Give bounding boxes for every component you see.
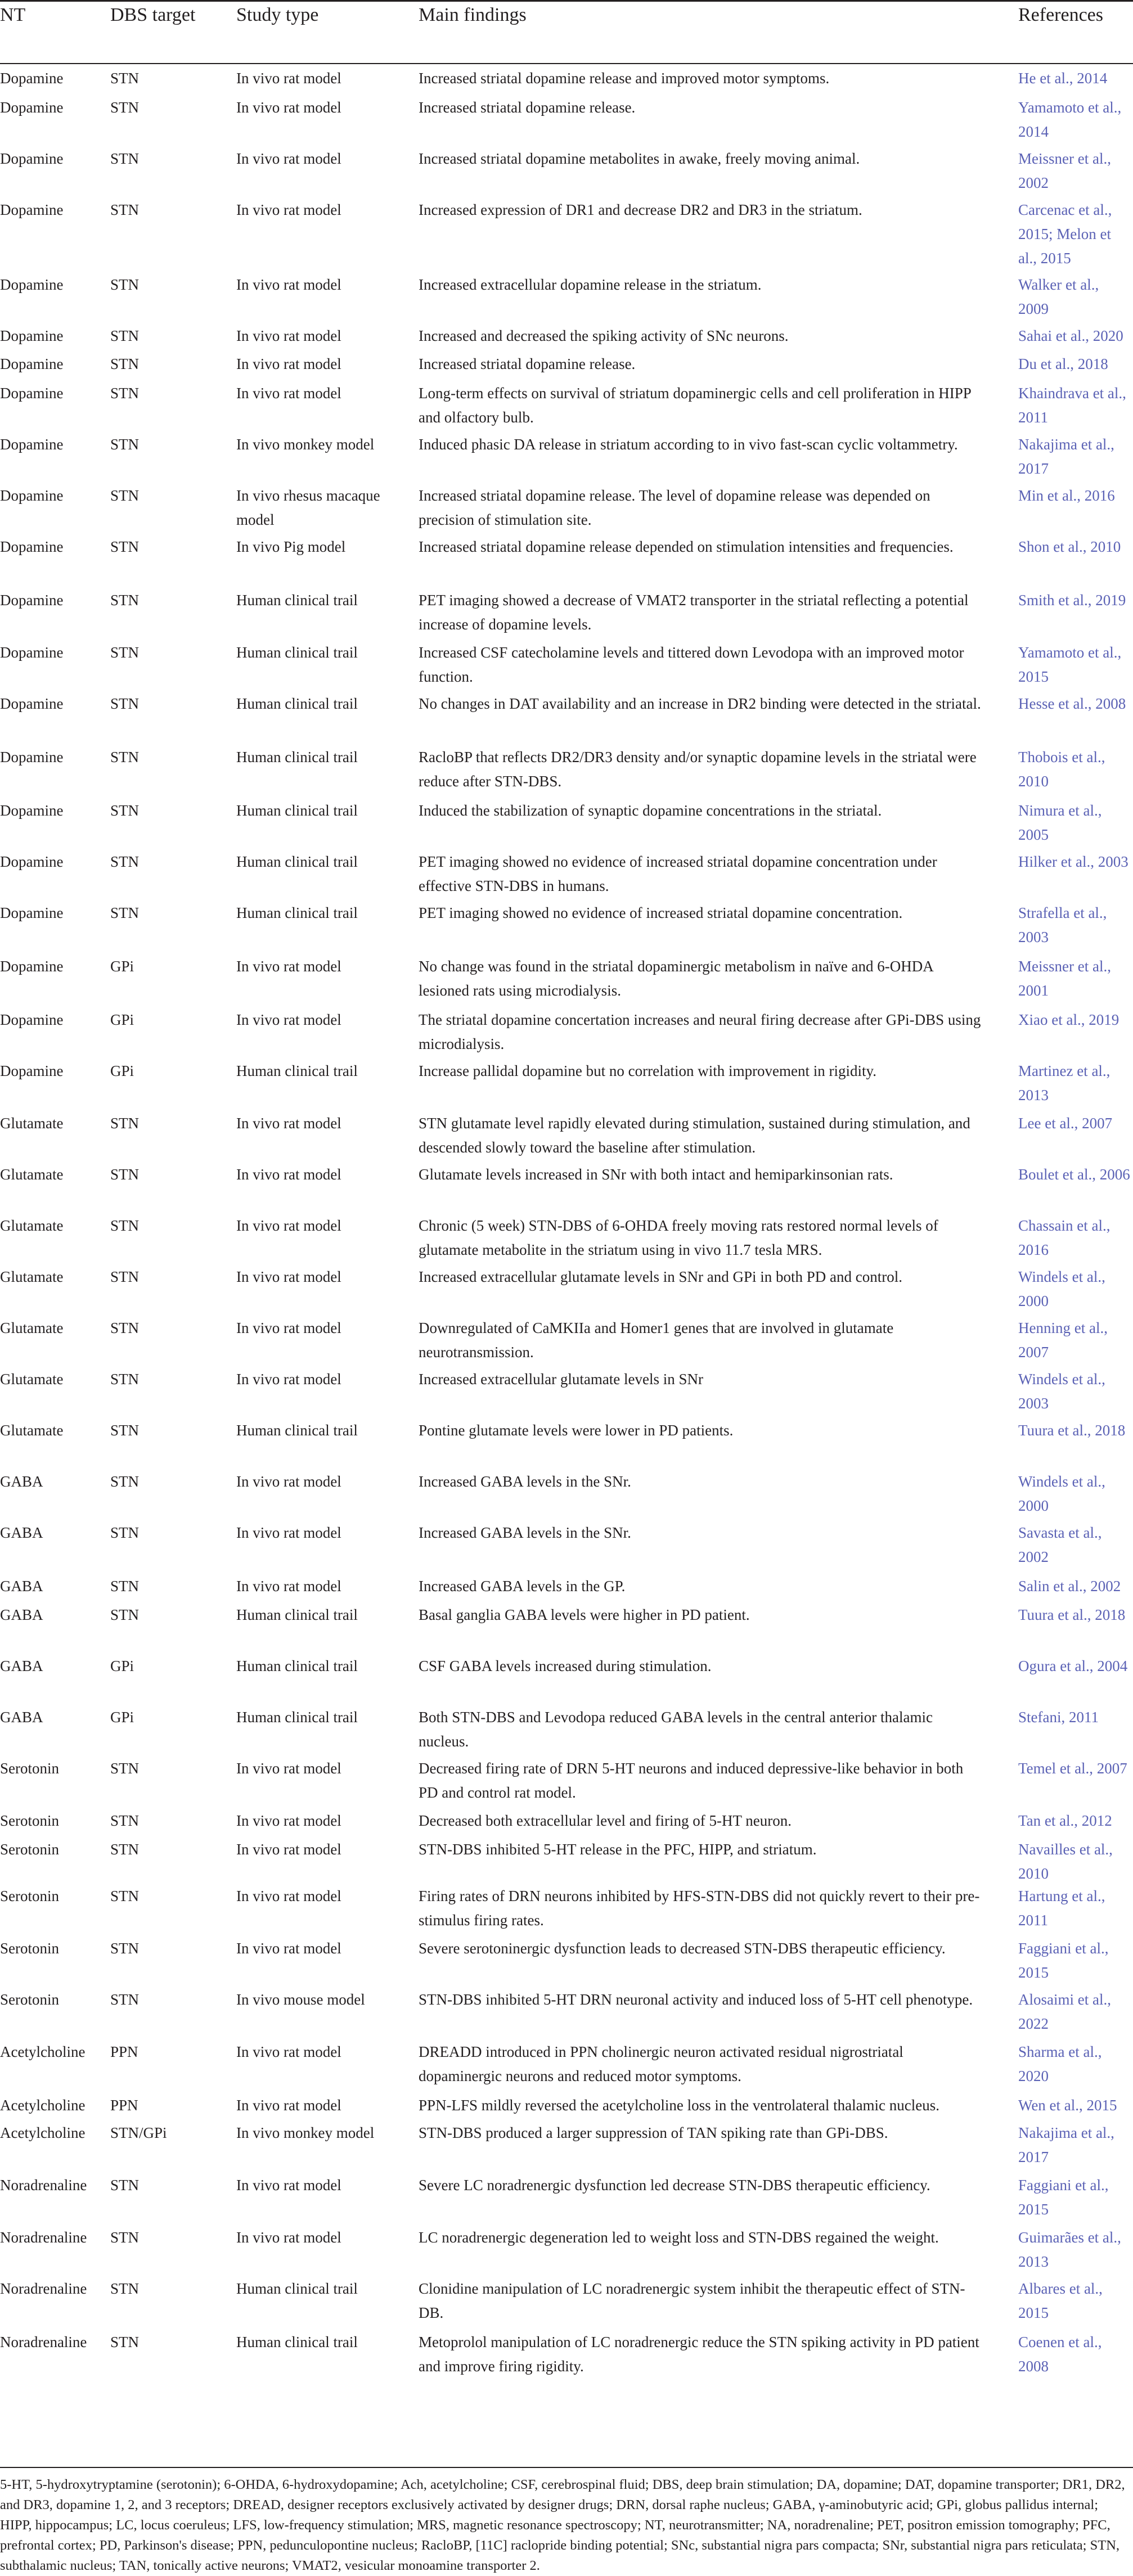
dbs-target-cell: STN: [110, 70, 140, 87]
nt-cell: Noradrenaline: [0, 2177, 87, 2194]
reference-link[interactable]: Carcenac et al., 2015; Melon et al., 2015: [1018, 201, 1112, 267]
main-findings-cell: Increased striatal dopamine release.: [419, 355, 636, 372]
main-findings-cell: Increased striatal dopamine metabolites in awake, freely moving animal.: [419, 150, 860, 167]
study-type-cell: In vivo rhesus macaque model: [236, 487, 380, 528]
reference-link[interactable]: Albares et al., 2015: [1018, 2280, 1103, 2321]
main-findings-cell: PPN-LFS mildly reversed the acetylcholine loss in the ventrolateral thalamic nucleus.: [419, 2097, 940, 2114]
dbs-target-cell: STN: [110, 695, 140, 712]
table-footnote: 5-HT, 5-hydroxytryptamine (serotonin); 6-OHDA, 6-hydroxydopamine; Ach, acetylcholine; CSF, cerebrospinal fluid; DBS, deep brain stimulation; DA, dopamine; DAT, dopamine transporter; DR1, DR2, and DR3, dopamine 1, 2, and 3 receptors; DREAD, designer receptors exclusively activated by designer drugs; DRN, dorsal raphe nucleus; GABA, γ-aminobutyric acid; GPi, globus pallidus internal; HIPP, hippocampus; LC, locus coeruleus; LFS, low-frequency stimulation; MRS, magnetic resonance spectroscopy; NT, neurotransmitter; NA, noradrenaline; PET, positron emission tomography; PFC, prefrontal cortex; PD, Parkinson's disease; PPN, pedunculopontine nucleus; RacloBP, [11C] raclopride binding potential; SNc, substantial nigra pars compacta; SNr, substantial nigra pars reticulata; STN, subthalamic nucleus; TAN, tonically active neurons; VMAT2, vesicular monoamine transporter 2.: [0, 2477, 1125, 2573]
dbs-target-cell: STN: [110, 1578, 140, 1595]
nt-cell: Dopamine: [0, 1062, 64, 1079]
reference-link[interactable]: Tuura et al., 2018: [1018, 1606, 1126, 1623]
reference-link[interactable]: Coenen et al., 2008: [1018, 2334, 1102, 2375]
dbs-target-cell: STN: [110, 1473, 140, 1490]
nt-cell: Serotonin: [0, 1760, 59, 1777]
study-type-cell: In vivo rat model: [236, 1760, 341, 1777]
main-findings-cell: Increased GABA levels in the GP.: [419, 1578, 626, 1595]
dbs-target-cell: STN: [110, 1166, 140, 1183]
main-findings-cell: Decreased firing rate of DRN 5-HT neurons and induced depressive-like behavior in both PD and control rat model.: [419, 1760, 964, 1801]
study-type-cell: In vivo rat model: [236, 327, 341, 344]
main-findings-cell: Increased striatal dopamine release and improved motor symptoms.: [419, 70, 830, 87]
nt-cell: Glutamate: [0, 1268, 64, 1285]
dbs-target-cell: STN: [110, 150, 140, 167]
dbs-target-cell: STN: [110, 487, 140, 504]
column-header-study-type: Study type: [236, 4, 319, 25]
nt-cell: Dopamine: [0, 355, 64, 372]
nt-cell: Dopamine: [0, 592, 64, 609]
main-findings-cell: Induced phasic DA release in striatum according to in vivo fast-scan cyclic voltammetry.: [419, 436, 958, 453]
study-type-cell: Human clinical trail: [236, 1709, 358, 1726]
main-findings-cell: Decreased both extracellular level and firing of 5-HT neuron.: [419, 1812, 792, 1829]
reference-link[interactable]: Chassain et al., 2016: [1018, 1217, 1110, 1258]
study-type-cell: In vivo rat model: [236, 150, 341, 167]
main-findings-cell: Increased CSF catecholamine levels and tittered down Levodopa with an improved motor function.: [419, 644, 964, 685]
study-type-cell: In vivo rat model: [236, 958, 341, 975]
dbs-target-cell: STN: [110, 802, 140, 819]
study-type-cell: In vivo rat model: [236, 2097, 341, 2114]
study-type-cell: In vivo rat model: [236, 385, 341, 402]
nt-cell: Glutamate: [0, 1371, 64, 1388]
main-findings-cell: LC noradrenergic degeneration led to weight loss and STN-DBS regained the weight.: [419, 2229, 939, 2246]
nt-cell: Acetylcholine: [0, 2043, 86, 2060]
main-findings-cell: PET imaging showed no evidence of increased striatal dopamine concentration under effective STN-DBS in humans.: [419, 853, 937, 894]
study-type-cell: In vivo rat model: [236, 1841, 341, 1858]
nt-cell: Serotonin: [0, 1940, 59, 1957]
dbs-target-cell: STN: [110, 2280, 140, 2297]
main-findings-cell: STN glutamate level rapidly elevated during stimulation, sustained during stimulation, and descended slowly toward the baseline after stimulation.: [419, 1115, 970, 1156]
reference-link[interactable]: Tuura et al., 2018: [1018, 1422, 1126, 1439]
main-findings-cell: RacloBP that reflects DR2/DR3 density and/or synaptic dopamine levels in the striatal were reduce after STN-DBS.: [419, 749, 977, 790]
study-type-cell: Human clinical trail: [236, 1062, 358, 1079]
study-type-cell: Human clinical trail: [236, 749, 358, 765]
nt-cell: GABA: [0, 1606, 43, 1623]
nt-cell: GABA: [0, 1658, 43, 1674]
nt-cell: Dopamine: [0, 201, 64, 218]
reference-link[interactable]: Tan et al., 2012: [1018, 1812, 1112, 1829]
dbs-target-cell: STN: [110, 2177, 140, 2194]
nt-cell: Glutamate: [0, 1319, 64, 1336]
main-findings-cell: PET imaging showed a decrease of VMAT2 transporter in the striatal reflecting a potential increase of dopamine levels.: [419, 592, 969, 633]
dbs-target-cell: STN: [110, 1268, 140, 1285]
reference-link[interactable]: Thobois et al., 2010: [1018, 749, 1105, 790]
nt-cell: GABA: [0, 1524, 43, 1541]
dbs-target-cell: STN: [110, 201, 140, 218]
dbs-target-cell: STN: [110, 1940, 140, 1957]
main-findings-cell: Chronic (5 week) STN-DBS of 6-OHDA freely moving rats restored normal levels of glutamate metabolite in the striatum using in vivo 11.7 tesla MRS.: [419, 1217, 938, 1258]
main-findings-cell: The striatal dopamine concertation increases and neural firing decrease after GPi-DBS using microdialysis.: [419, 1011, 981, 1052]
study-type-cell: In vivo rat model: [236, 1011, 341, 1028]
reference-link[interactable]: Yamamoto et al., 2015: [1018, 644, 1122, 685]
dbs-target-cell: STN: [110, 1760, 140, 1777]
nt-cell: Glutamate: [0, 1217, 64, 1234]
nt-cell: GABA: [0, 1578, 43, 1595]
main-findings-cell: Increased and decreased the spiking activity of SNc neurons.: [419, 327, 789, 344]
dbs-target-cell: STN: [110, 1606, 140, 1623]
nt-cell: Serotonin: [0, 1812, 59, 1829]
reference-link[interactable]: Windels et al., 2003: [1018, 1371, 1105, 1412]
study-type-cell: Human clinical trail: [236, 644, 358, 661]
nt-cell: Dopamine: [0, 749, 64, 765]
study-type-cell: In vivo rat model: [236, 70, 341, 87]
nt-cell: Glutamate: [0, 1166, 64, 1183]
main-findings-cell: CSF GABA levels increased during stimulation.: [419, 1658, 712, 1674]
dbs-target-cell: STN: [110, 1371, 140, 1388]
study-type-cell: In vivo monkey model: [236, 2124, 375, 2141]
study-type-cell: In vivo rat model: [236, 1268, 341, 1285]
nt-cell: Serotonin: [0, 1888, 59, 1904]
dbs-target-cell: STN/GPi: [110, 2124, 167, 2141]
study-type-cell: In vivo Pig model: [236, 538, 346, 555]
study-type-cell: In vivo rat model: [236, 1888, 341, 1904]
dbs-target-cell: GPi: [110, 1658, 134, 1674]
main-findings-cell: Increased striatal dopamine release. The level of dopamine release was depended on precision of stimulation site.: [419, 487, 930, 528]
dbs-target-cell: STN: [110, 2229, 140, 2246]
study-type-cell: In vivo rat model: [236, 1524, 341, 1541]
dbs-target-cell: STN: [110, 1422, 140, 1439]
study-type-cell: In vivo rat model: [236, 355, 341, 372]
dbs-target-cell: STN: [110, 1319, 140, 1336]
nt-cell: Dopamine: [0, 150, 64, 167]
nt-cell: Glutamate: [0, 1422, 64, 1439]
study-type-cell: In vivo rat model: [236, 1812, 341, 1829]
reference-link[interactable]: Boulet et al., 2006: [1018, 1166, 1130, 1183]
study-type-cell: In vivo rat model: [236, 1371, 341, 1388]
main-findings-cell: Firing rates of DRN neurons inhibited by HFS-STN-DBS did not quickly revert to their pre-stimulus firing rates.: [419, 1888, 980, 1929]
study-type-cell: Human clinical trail: [236, 1422, 358, 1439]
reference-link[interactable]: Sahai et al., 2020: [1018, 327, 1123, 344]
main-findings-cell: Increased expression of DR1 and decrease DR2 and DR3 in the striatum.: [419, 201, 862, 218]
study-type-cell: Human clinical trail: [236, 1606, 358, 1623]
dbs-target-cell: STN: [110, 1812, 140, 1829]
dbs-target-cell: STN: [110, 1217, 140, 1234]
dbs-target-cell: STN: [110, 276, 140, 293]
reference-link[interactable]: Nimura et al., 2005: [1018, 802, 1102, 843]
table-bottom-rule: [0, 2467, 1133, 2468]
main-findings-cell: DREADD introduced in PPN cholinergic neuron activated residual nigrostriatal dopaminergic neurons and reduced motor symptoms.: [419, 2043, 903, 2084]
reference-link[interactable]: Hartung et al., 2011: [1018, 1888, 1105, 1929]
reference-link[interactable]: Wen et al., 2015: [1018, 2097, 1117, 2114]
nt-cell: Noradrenaline: [0, 2334, 87, 2350]
dbs-target-cell: GPi: [110, 1709, 134, 1726]
reference-link[interactable]: Savasta et al., 2002: [1018, 1524, 1102, 1565]
nt-cell: GABA: [0, 1709, 43, 1726]
dbs-target-cell: STN: [110, 99, 140, 116]
nt-cell: Dopamine: [0, 276, 64, 293]
reference-link[interactable]: Martinez et al., 2013: [1018, 1062, 1110, 1104]
reference-link[interactable]: Nakajima et al., 2017: [1018, 436, 1114, 477]
header-bottom-rule: [0, 63, 1133, 64]
nt-cell: GABA: [0, 1473, 43, 1490]
main-findings-cell: Severe serotoninergic dysfunction leads to decreased STN-DBS therapeutic efficiency.: [419, 1940, 946, 1957]
dbs-target-cell: GPi: [110, 958, 134, 975]
dbs-target-cell: STN: [110, 1841, 140, 1858]
dbs-target-cell: STN: [110, 749, 140, 765]
main-findings-cell: STN-DBS inhibited 5-HT DRN neuronal activity and induced loss of 5-HT cell phenotype.: [419, 1991, 973, 2008]
nt-cell: Dopamine: [0, 538, 64, 555]
main-findings-cell: Increased extracellular glutamate levels in SNr: [419, 1371, 704, 1388]
nt-cell: Dopamine: [0, 1011, 64, 1028]
dbs-target-cell: PPN: [110, 2097, 138, 2114]
main-findings-cell: STN-DBS produced a larger suppression of TAN spiking rate than GPi-DBS.: [419, 2124, 888, 2141]
main-findings-cell: Severe LC noradrenergic dysfunction led decrease STN-DBS therapeutic efficiency.: [419, 2177, 930, 2194]
nt-cell: Noradrenaline: [0, 2229, 87, 2246]
dbs-target-cell: STN: [110, 327, 140, 344]
reference-link[interactable]: Meissner et al., 2001: [1018, 958, 1111, 999]
study-type-cell: In vivo rat model: [236, 1319, 341, 1336]
main-findings-cell: No change was found in the striatal dopaminergic metabolism in naïve and 6-OHDA lesioned rats using microdialysis.: [419, 958, 933, 999]
dbs-target-cell: STN: [110, 1991, 140, 2008]
dbs-target-cell: STN: [110, 592, 140, 609]
nt-cell: Dopamine: [0, 802, 64, 819]
main-findings-cell: Induced the stabilization of synaptic dopamine concentrations in the striatal.: [419, 802, 882, 819]
nt-cell: Dopamine: [0, 70, 64, 87]
reference-link[interactable]: Strafella et al., 2003: [1018, 904, 1107, 945]
reference-link[interactable]: Lee et al., 2007: [1018, 1115, 1113, 1132]
main-findings-cell: STN-DBS inhibited 5-HT release in the PFC, HIPP, and striatum.: [419, 1841, 817, 1858]
nt-cell: Dopamine: [0, 487, 64, 504]
study-type-cell: Human clinical trail: [236, 853, 358, 870]
study-type-cell: Human clinical trail: [236, 2280, 358, 2297]
reference-link[interactable]: Walker et al., 2009: [1018, 276, 1099, 317]
reference-link[interactable]: Min et al., 2016: [1018, 487, 1115, 504]
main-findings-cell: Glutamate levels increased in SNr with both intact and hemiparkinsonian rats.: [419, 1166, 893, 1183]
main-findings-cell: Increased extracellular glutamate levels in SNr and GPi in both PD and control.: [419, 1268, 903, 1285]
nt-cell: Dopamine: [0, 99, 64, 116]
dbs-target-cell: STN: [110, 1524, 140, 1541]
reference-link[interactable]: Hesse et al., 2008: [1018, 695, 1126, 712]
nt-cell: Dopamine: [0, 958, 64, 975]
reference-link[interactable]: Navailles et al., 2010: [1018, 1841, 1113, 1882]
reference-link[interactable]: Stefani, 2011: [1018, 1709, 1099, 1726]
main-findings-cell: Increased striatal dopamine release depended on stimulation intensities and frequencies.: [419, 538, 954, 555]
dbs-target-cell: STN: [110, 1888, 140, 1904]
reference-link[interactable]: He et al., 2014: [1018, 70, 1108, 87]
dbs-target-cell: GPi: [110, 1062, 134, 1079]
study-type-cell: In vivo rat model: [236, 1166, 341, 1183]
reference-link[interactable]: Windels et al., 2000: [1018, 1473, 1105, 1514]
study-type-cell: In vivo mouse model: [236, 1991, 365, 2008]
dbs-target-cell: GPi: [110, 1011, 134, 1028]
reference-link[interactable]: Sharma et al., 2020: [1018, 2043, 1102, 2084]
nt-cell: Dopamine: [0, 385, 64, 402]
reference-link[interactable]: Faggiani et al., 2015: [1018, 1940, 1109, 1981]
main-findings-cell: Increase pallidal dopamine but no correlation with improvement in rigidity.: [419, 1062, 877, 1079]
nt-cell: Dopamine: [0, 436, 64, 453]
dbs-target-cell: STN: [110, 355, 140, 372]
reference-link[interactable]: Meissner et al., 2002: [1018, 150, 1111, 191]
nt-cell: Acetylcholine: [0, 2097, 86, 2114]
dbs-target-cell: STN: [110, 436, 140, 453]
main-findings-cell: Increased extracellular dopamine release in the striatum.: [419, 276, 762, 293]
dbs-target-cell: STN: [110, 644, 140, 661]
reference-link[interactable]: Windels et al., 2000: [1018, 1268, 1105, 1309]
dbs-target-cell: STN: [110, 538, 140, 555]
reference-link[interactable]: Faggiani et al., 2015: [1018, 2177, 1109, 2218]
study-type-cell: In vivo rat model: [236, 1578, 341, 1595]
main-findings-cell: No changes in DAT availability and an increase in DR2 binding were detected in the striatal.: [419, 695, 981, 712]
study-type-cell: Human clinical trail: [236, 2334, 358, 2350]
dbs-target-cell: STN: [110, 385, 140, 402]
dbs-target-cell: STN: [110, 853, 140, 870]
main-findings-cell: Downregulated of CaMKIIa and Homer1 genes that are involved in glutamate neurotransmission.: [419, 1319, 894, 1361]
reference-link[interactable]: Yamamoto et al., 2014: [1018, 99, 1122, 140]
main-findings-cell: PET imaging showed no evidence of increased striatal dopamine concentration.: [419, 904, 903, 921]
study-type-cell: In vivo rat model: [236, 1217, 341, 1234]
reference-link[interactable]: Smith et al., 2019: [1018, 592, 1126, 609]
study-type-cell: In vivo rat model: [236, 1115, 341, 1132]
study-type-cell: Human clinical trail: [236, 592, 358, 609]
column-header-references: References: [1018, 4, 1104, 25]
reference-link[interactable]: Temel et al., 2007: [1018, 1760, 1127, 1777]
nt-cell: Dopamine: [0, 695, 64, 712]
reference-link[interactable]: Du et al., 2018: [1018, 355, 1108, 372]
main-findings-cell: Long-term effects on survival of striatum dopaminergic cells and cell proliferation in HIPP and olfactory bulb.: [419, 385, 971, 426]
column-header-main-findings: Main findings: [419, 4, 527, 25]
dbs-target-cell: PPN: [110, 2043, 138, 2060]
main-findings-cell: Metoprolol manipulation of LC noradrenergic reduce the STN spiking activity in PD patient and improve firing rigidity.: [419, 2334, 979, 2375]
dbs-target-cell: STN: [110, 904, 140, 921]
study-type-cell: In vivo rat model: [236, 2229, 341, 2246]
study-type-cell: In vivo rat model: [236, 2043, 341, 2060]
study-type-cell: In vivo rat model: [236, 2177, 341, 2194]
nt-cell: Dopamine: [0, 904, 64, 921]
main-findings-cell: Increased striatal dopamine release.: [419, 99, 636, 116]
main-findings-cell: Increased GABA levels in the SNr.: [419, 1524, 631, 1541]
study-type-cell: Human clinical trail: [236, 802, 358, 819]
nt-cell: Dopamine: [0, 327, 64, 344]
main-findings-cell: Increased GABA levels in the SNr.: [419, 1473, 631, 1490]
nt-cell: Serotonin: [0, 1841, 59, 1858]
study-type-cell: Human clinical trail: [236, 695, 358, 712]
reference-link[interactable]: Salin et al., 2002: [1018, 1578, 1121, 1595]
main-findings-cell: Basal ganglia GABA levels were higher in PD patient.: [419, 1606, 750, 1623]
dbs-target-cell: STN: [110, 1115, 140, 1132]
reference-link[interactable]: Hilker et al., 2003: [1018, 853, 1128, 870]
reference-link[interactable]: Shon et al., 2010: [1018, 538, 1121, 555]
column-header-dbs-target: DBS target: [110, 4, 196, 25]
reference-link[interactable]: Khaindrava et al., 2011: [1018, 385, 1126, 426]
study-type-cell: In vivo rat model: [236, 201, 341, 218]
reference-link[interactable]: Nakajima et al., 2017: [1018, 2124, 1114, 2165]
study-type-cell: Human clinical trail: [236, 1658, 358, 1674]
study-type-cell: In vivo rat model: [236, 1940, 341, 1957]
main-findings-cell: Both STN-DBS and Levodopa reduced GABA levels in the central anterior thalamic nucleus.: [419, 1709, 933, 1750]
column-header-nt: NT: [0, 4, 26, 25]
nt-cell: Serotonin: [0, 1991, 59, 2008]
dbs-target-cell: STN: [110, 2334, 140, 2350]
study-type-cell: Human clinical trail: [236, 904, 358, 921]
reference-link[interactable]: Ogura et al., 2004: [1018, 1658, 1128, 1674]
nt-cell: Dopamine: [0, 644, 64, 661]
nt-cell: Glutamate: [0, 1115, 64, 1132]
nt-cell: Noradrenaline: [0, 2280, 87, 2297]
nt-cell: Dopamine: [0, 853, 64, 870]
reference-link[interactable]: Guimarães et al., 2013: [1018, 2229, 1121, 2270]
main-findings-cell: Clonidine manipulation of LC noradrenergic system inhibit the therapeutic effect of STN-DB.: [419, 2280, 965, 2321]
study-type-cell: In vivo monkey model: [236, 436, 375, 453]
nt-cell: Acetylcholine: [0, 2124, 86, 2141]
reference-link[interactable]: Henning et al., 2007: [1018, 1319, 1108, 1361]
study-type-cell: In vivo rat model: [236, 99, 341, 116]
main-findings-cell: Pontine glutamate levels were lower in PD patients.: [419, 1422, 734, 1439]
reference-link[interactable]: Alosaimi et al., 2022: [1018, 1991, 1111, 2032]
study-type-cell: In vivo rat model: [236, 276, 341, 293]
study-type-cell: In vivo rat model: [236, 1473, 341, 1490]
reference-link[interactable]: Xiao et al., 2019: [1018, 1011, 1119, 1028]
